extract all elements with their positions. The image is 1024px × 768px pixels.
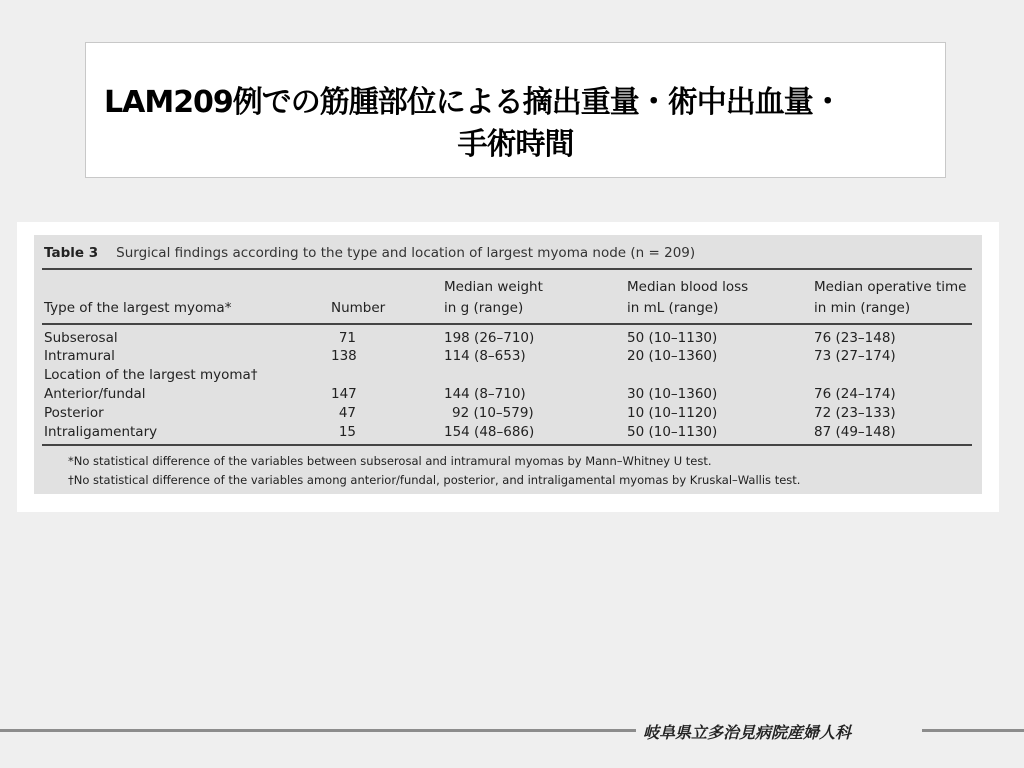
table-bottom-rule <box>42 444 972 446</box>
table-cell-type: Posterior <box>44 405 104 421</box>
table-cell-weight: 92 (10–579) <box>452 405 534 421</box>
table-top-rule <box>42 268 972 270</box>
header-time-line1: Median operative time <box>814 279 967 295</box>
footer-rule-right <box>922 729 1024 732</box>
header-blood-line1: Median blood loss <box>627 279 749 295</box>
table-cell-time: 76 (23–148) <box>814 330 896 346</box>
table-footnote-1: *No statistical difference of the variables between subserosal and intramural myomas by Mann–Whitney U test. <box>68 454 712 468</box>
table-cell-number: 71 <box>338 330 356 346</box>
table-cell-type: Subserosal <box>44 330 118 346</box>
table-cell-weight: 114 (8–653) <box>444 348 526 364</box>
table-cell-blood: 50 (10–1130) <box>627 330 718 346</box>
footer-institution: 岐阜県立多治見病院産婦人科 <box>643 723 852 742</box>
table-cell-number: 15 <box>338 424 356 440</box>
header-weight-line2: in g (range) <box>444 300 524 316</box>
table-cell-weight: 144 (8–710) <box>444 386 526 402</box>
table-image-frame <box>17 222 999 512</box>
table-cell-type: Intramural <box>44 348 115 364</box>
table-section-heading: Location of the largest myoma† <box>44 367 258 383</box>
header-weight-line1: Median weight <box>444 279 543 295</box>
table-cell-blood: 30 (10–1360) <box>627 386 718 402</box>
table-cell-number: 47 <box>338 405 356 421</box>
table-caption <box>44 245 695 261</box>
table-cell-number: 147 <box>331 386 357 402</box>
footer-rule-left <box>0 729 636 732</box>
table-cell-time: 87 (49–148) <box>814 424 896 440</box>
slide-title-line-1: LAM209例での筋腫部位による摘出重量・術中出血量・ <box>104 85 842 120</box>
table-header-rule <box>42 323 972 325</box>
header-blood-line2: in mL (range) <box>627 300 719 316</box>
table-label: Table 3 <box>44 245 99 261</box>
table-cell-number: 138 <box>331 348 357 364</box>
table-cell-type: Intraligamentary <box>44 424 158 440</box>
header-time-line2: in min (range) <box>814 300 911 316</box>
table-cell-blood: 50 (10–1130) <box>627 424 718 440</box>
table-cell-weight: 154 (48–686) <box>444 424 535 440</box>
table-cell-type: Anterior/fundal <box>44 386 146 402</box>
header-type: Type of the largest myoma* <box>44 300 232 316</box>
table-cell-time: 72 (23–133) <box>814 405 896 421</box>
slide-title-box <box>85 42 946 178</box>
table-cell-time: 73 (27–174) <box>814 348 896 364</box>
slide-title-line-2: 手術時間 <box>457 127 574 162</box>
header-number: Number <box>331 300 386 316</box>
table-cell-blood: 20 (10–1360) <box>627 348 718 364</box>
table-footnote-2: †No statistical difference of the variables among anterior/fundal, posterior, and intraligamental myomas by Kruskal–Wallis test. <box>68 473 801 487</box>
table-cell-weight: 198 (26–710) <box>444 330 535 346</box>
table-cell-blood: 10 (10–1120) <box>627 405 718 421</box>
table-caption-text: Surgical findings according to the type and location of largest myoma node (n = 209) <box>116 245 696 261</box>
table-cell-time: 76 (24–174) <box>814 386 896 402</box>
table-panel <box>34 235 982 494</box>
